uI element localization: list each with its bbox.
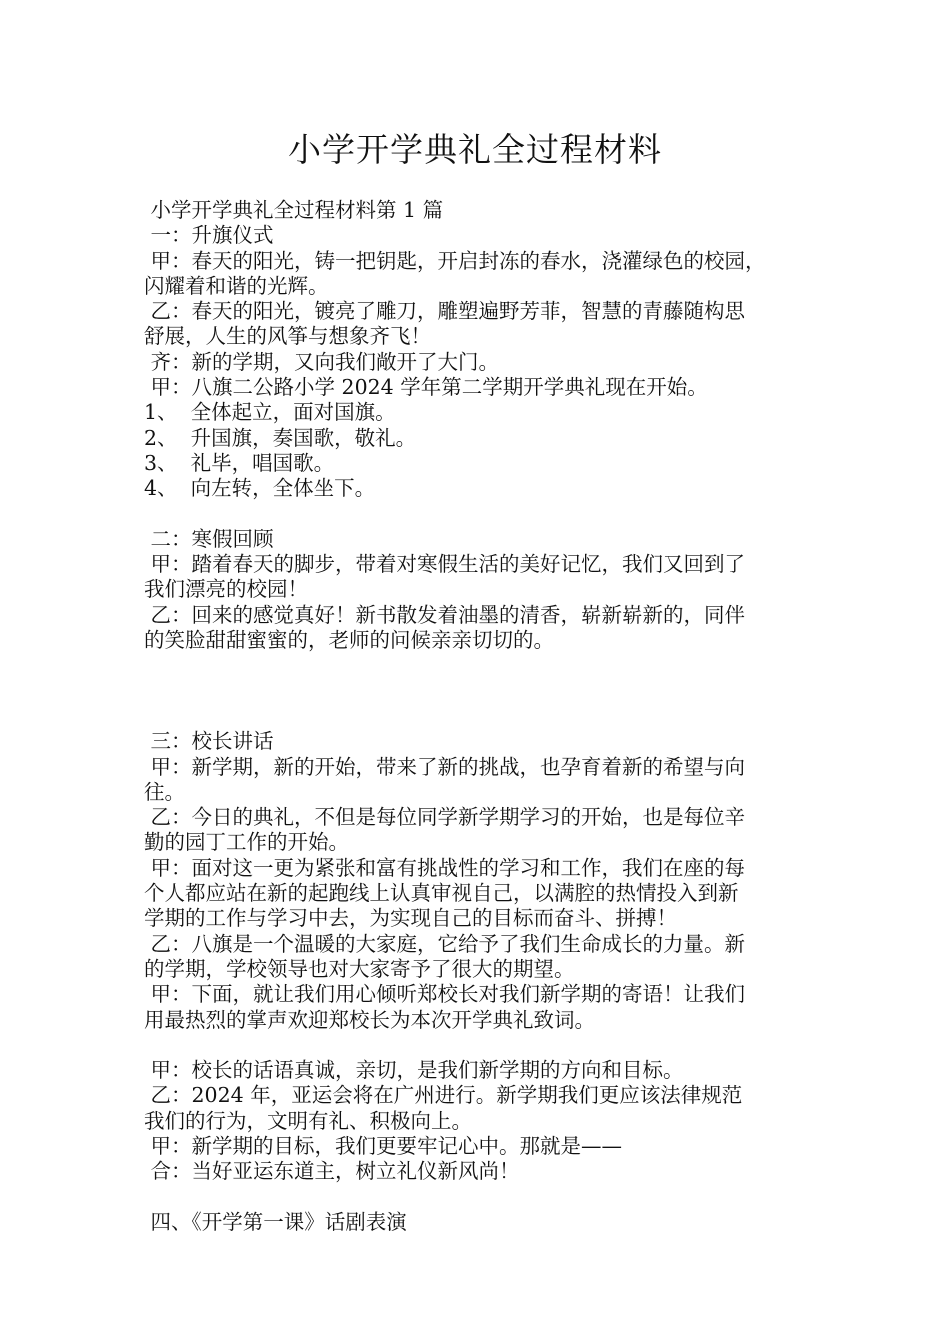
document-body [144, 198, 812, 1235]
text-line: 甲：下面，就让我们用心倾听郑校长对我们新学期的寄语！让我们 [144, 982, 746, 1007]
blank-line [144, 704, 812, 729]
text-line: 一：升旗仪式 [144, 223, 274, 248]
text-line: 勤的园丁工作的开始。 [144, 830, 349, 855]
text-line: 合：当好亚运东道主，树立礼仪新风尚！ [144, 1159, 520, 1184]
text-line: 甲：面对这一更为紧张和富有挑战性的学习和工作，我们在座的每 [144, 855, 746, 880]
text-line: 甲：春天的阳光，铸一把钥匙，开启封冻的春水，浇灌绿色的校园， [144, 248, 766, 273]
text-line: 4、 向左转，全体坐下。 [144, 476, 376, 501]
text-line: 2、 升国旗，奏国歌，敬礼。 [144, 425, 417, 450]
text-line: 乙：2024 年，亚运会将在广州进行。新学期我们更应该法律规范 [144, 1083, 743, 1108]
text-line: 往。 [144, 779, 185, 804]
blank-line [144, 1033, 812, 1058]
text-line: 3、 礼毕，唱国歌。 [144, 450, 335, 475]
text-line: 学期的工作与学习中去，为实现自己的目标而奋斗、拼搏！ [144, 906, 677, 931]
blank-line [144, 1185, 812, 1210]
text-line: 四、《开学第一课》话剧表演 [144, 1209, 407, 1234]
text-line: 齐：新的学期，又向我们敞开了大门。 [144, 349, 500, 374]
document-title: 小学开学典礼全过程材料 [288, 130, 662, 169]
text-line: 甲：八旗二公路小学 2024 学年第二学期开学典礼现在开始。 [144, 375, 708, 400]
text-line: 乙：今日的典礼，不但是每位同学新学期学习的开始，也是每位辛 [144, 805, 746, 830]
text-line: 小学开学典礼全过程材料第 1 篇 [144, 198, 444, 222]
text-line: 乙：春天的阳光，镀亮了雕刀，雕塑遍野芳菲，智慧的青藤随构思 [144, 299, 746, 324]
text-line: 舒展，人生的风筝与想象齐飞！ [144, 324, 431, 349]
blank-line [144, 502, 812, 527]
text-line: 闪耀着和谐的光辉。 [144, 273, 329, 298]
text-line: 甲：踏着春天的脚步，带着对寒假生活的美好记忆，我们又回到了 [144, 552, 746, 577]
blank-line [144, 653, 812, 678]
text-line: 我们漂亮的校园！ [144, 577, 308, 602]
blank-line [144, 679, 812, 704]
text-line: 我们的行为，文明有礼、积极向上。 [144, 1108, 472, 1133]
text-line: 个人都应站在新的起跑线上认真审视自己，以满腔的热情投入到新 [144, 881, 739, 906]
text-line: 1、 全体起立，面对国旗。 [144, 400, 396, 425]
text-line: 三：校长讲话 [144, 729, 274, 754]
text-line: 乙：回来的感觉真好！新书散发着油墨的清香，崭新崭新的，同伴 [144, 602, 746, 627]
text-line: 甲：新学期，新的开始，带来了新的挑战，也孕育着新的希望与向 [144, 754, 746, 779]
text-line: 用最热烈的掌声欢迎郑校长为本次开学典礼致词。 [144, 1007, 595, 1032]
text-line: 二：寒假回顾 [144, 526, 274, 551]
text-line: 甲：新学期的目标，我们更要牢记心中。那就是—— [144, 1133, 623, 1158]
text-line: 的学期，学校领导也对大家寄予了很大的期望。 [144, 956, 575, 981]
text-line: 的笑脸甜甜蜜蜜的，老师的问候亲亲切切的。 [144, 628, 554, 653]
text-line: 甲：校长的话语真诚，亲切，是我们新学期的方向和目标。 [144, 1058, 684, 1083]
text-line: 乙：八旗是一个温暖的大家庭，它给予了我们生命成长的力量。新 [144, 931, 746, 956]
